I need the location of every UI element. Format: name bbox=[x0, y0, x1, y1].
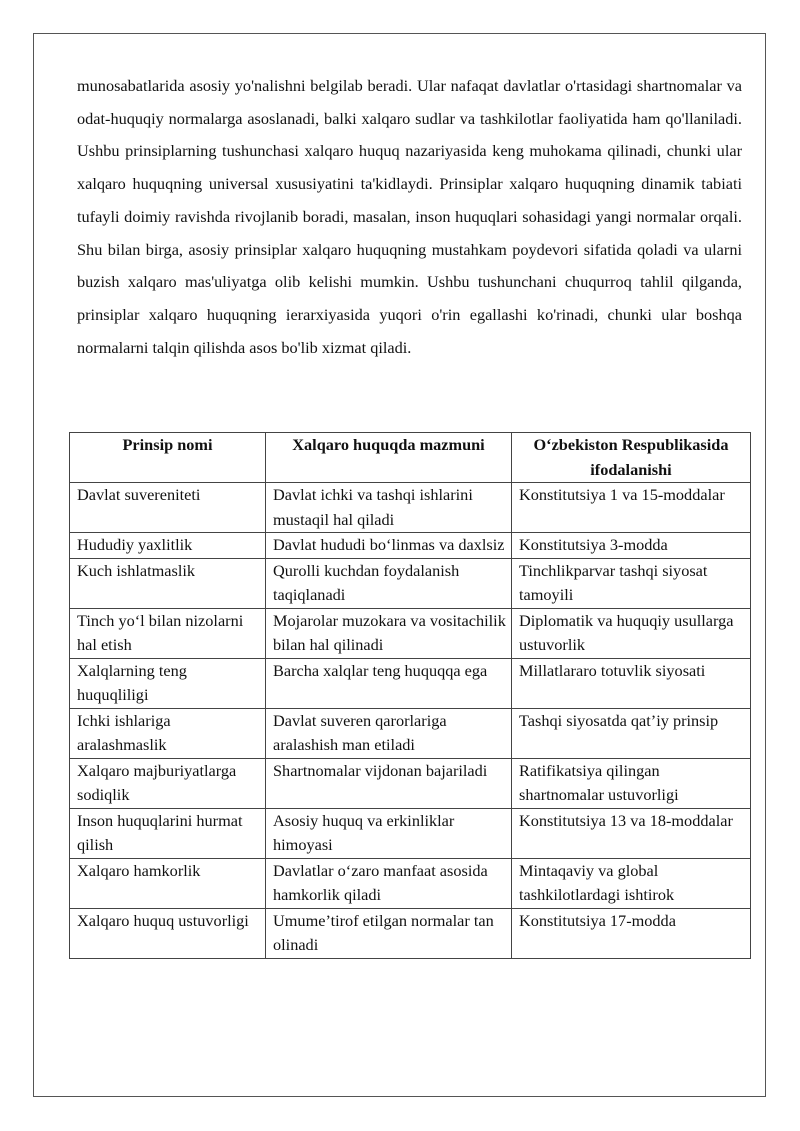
table-row bbox=[70, 908, 751, 958]
cell-expression: Konstitutsiya 17-modda bbox=[512, 908, 751, 958]
cell-content: Shartnomalar vijdonan bajariladi bbox=[266, 758, 512, 808]
cell-expression: Millatlararo totuvlik siyosati bbox=[512, 658, 751, 708]
cell-expression: Konstitutsiya 3-modda bbox=[512, 533, 751, 559]
header-uzbekistan-expression: O‘zbekiston Respublikasida ifodalanishi bbox=[512, 433, 751, 483]
table-header-row bbox=[70, 433, 751, 483]
cell-expression: Mintaqaviy va global tashkilotlardagi ishtirok bbox=[512, 858, 751, 908]
principles-table bbox=[69, 432, 751, 959]
cell-principle: Davlat suvereniteti bbox=[70, 483, 266, 533]
cell-principle: Xalqaro huquq ustuvorligi bbox=[70, 908, 266, 958]
cell-content: Barcha xalqlar teng huquqqa ega bbox=[266, 658, 512, 708]
table-row bbox=[70, 558, 751, 608]
table-row bbox=[70, 483, 751, 533]
header-international-content: Xalqaro huquqda mazmuni bbox=[266, 433, 512, 483]
cell-content: Asosiy huquq va erkinliklar himoyasi bbox=[266, 808, 512, 858]
cell-principle: Hududiy yaxlitlik bbox=[70, 533, 266, 559]
cell-principle: Inson huquqlarini hurmat qilish bbox=[70, 808, 266, 858]
table-row bbox=[70, 808, 751, 858]
cell-content: Qurolli kuchdan foydalanish taqiqlanadi bbox=[266, 558, 512, 608]
cell-expression: Diplomatik va huquqiy usullarga ustuvorlik bbox=[512, 608, 751, 658]
cell-expression: Ratifikatsiya qilingan shartnomalar ustuvorligi bbox=[512, 758, 751, 808]
cell-content: Davlat hududi bo‘linmas va daxlsiz bbox=[266, 533, 512, 559]
cell-principle: Ichki ishlariga aralashmaslik bbox=[70, 708, 266, 758]
cell-content: Mojarolar muzokara va vositachilik bilan hal qilinadi bbox=[266, 608, 512, 658]
cell-content: Davlat suveren qarorlariga aralashish man etiladi bbox=[266, 708, 512, 758]
table-row bbox=[70, 608, 751, 658]
table-row bbox=[70, 708, 751, 758]
cell-principle: Xalqaro hamkorlik bbox=[70, 858, 266, 908]
cell-expression: Tashqi siyosatda qat’iy prinsip bbox=[512, 708, 751, 758]
cell-expression: Konstitutsiya 13 va 18-moddalar bbox=[512, 808, 751, 858]
cell-principle: Xalqaro majburiyatlarga sodiqlik bbox=[70, 758, 266, 808]
body-paragraph: munosabatlarida asosiy yo'nalishni belgilab beradi. Ular nafaqat davlatlar o'rtasidagi shartnomalar va odat-huquqiy normalarga asoslanadi, balki xalqaro sudlar va tashkilotlar faoliyatida ham qo'llaniladi. Ushbu prinsiplarning tushunchasi xalqaro huquq nazariyasida keng muhokama qilinadi, chunki ular xalqaro huquqning universal xususiyatini ta'kidlaydi. Prinsiplar xalqaro huquqning dinamik tabiati tufayli doimiy ravishda rivojlanib boradi, masalan, inson huquqlari sohasidagi yangi normalar orqali. Shu bilan birga, asosiy prinsiplar xalqaro huquqning mustahkam poydevori sifatida qoladi va ularni buzish xalqaro mas'uliyatga olib kelishi mumkin. Ushbu tushunchani chuqurroq tahlil qilganda, prinsiplar xalqaro huquqning ierarxiyasida yuqori o'rin egallashi ko'rinadi, chunki ular boshqa normalarni talqin qilishda asos bo'lib xizmat qiladi. bbox=[77, 76, 742, 357]
cell-content: Umume’tirof etilgan normalar tan olinadi bbox=[266, 908, 512, 958]
table-row bbox=[70, 658, 751, 708]
table-row bbox=[70, 533, 751, 559]
header-principle-name: Prinsip nomi bbox=[70, 433, 266, 483]
cell-principle: Kuch ishlatmaslik bbox=[70, 558, 266, 608]
cell-content: Davlatlar o‘zaro manfaat asosida hamkorlik qiladi bbox=[266, 858, 512, 908]
cell-principle: Tinch yo‘l bilan nizolarni hal etish bbox=[70, 608, 266, 658]
table-row bbox=[70, 858, 751, 908]
cell-content: Davlat ichki va tashqi ishlarini mustaqil hal qiladi bbox=[266, 483, 512, 533]
cell-principle: Xalqlarning teng huquqliligi bbox=[70, 658, 266, 708]
table-row bbox=[70, 758, 751, 808]
cell-expression: Tinchlikparvar tashqi siyosat tamoyili bbox=[512, 558, 751, 608]
cell-expression: Konstitutsiya 1 va 15-moddalar bbox=[512, 483, 751, 533]
